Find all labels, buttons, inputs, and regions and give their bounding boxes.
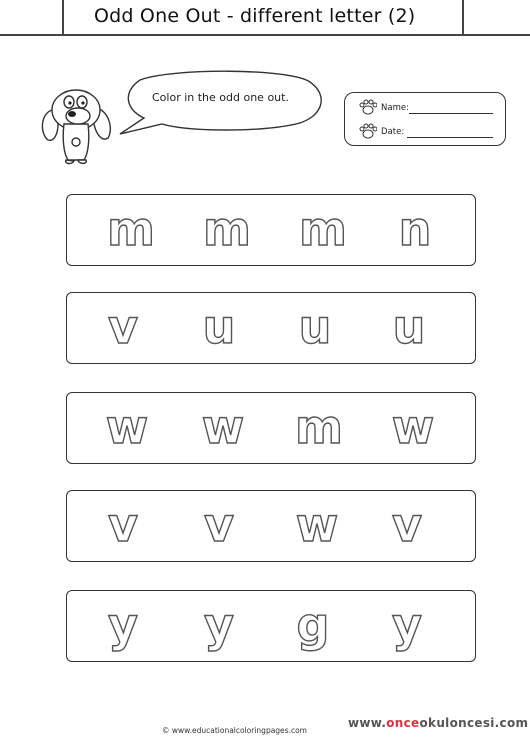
- letter-option[interactable]: v: [108, 300, 138, 354]
- page-title: Odd One Out - different letter (2): [94, 5, 416, 27]
- date-label: Date:: [381, 127, 405, 137]
- name-label: Name:: [381, 103, 409, 113]
- copyright-footer: © www.educationalcoloringpages.com: [162, 726, 307, 735]
- letter-option[interactable]: w: [201, 400, 245, 454]
- letter-option[interactable]: w: [391, 400, 435, 454]
- letter-option[interactable]: v: [204, 498, 234, 552]
- letter-option[interactable]: u: [298, 300, 332, 354]
- letter-option[interactable]: m: [295, 400, 343, 454]
- instruction-text: Color in the odd one out.: [152, 91, 289, 104]
- watermark: [348, 716, 528, 730]
- title-divider-left: [62, 0, 64, 34]
- letter-row: [66, 392, 476, 464]
- letter-row: [66, 292, 476, 364]
- watermark-prefix: www.: [348, 716, 387, 730]
- letter-option[interactable]: w: [105, 400, 149, 454]
- letter-option[interactable]: w: [295, 498, 339, 552]
- title-divider-right: [462, 0, 464, 34]
- watermark-brand: once: [386, 716, 420, 730]
- letter-option[interactable]: m: [299, 202, 347, 256]
- paw-print-icon: [359, 99, 377, 115]
- letter-option[interactable]: y: [108, 598, 138, 652]
- letter-row: [66, 590, 476, 662]
- letter-row: [66, 194, 476, 266]
- date-field-line[interactable]: [407, 137, 493, 138]
- name-field-line[interactable]: [409, 113, 493, 114]
- letter-option[interactable]: y: [204, 598, 234, 652]
- letter-option[interactable]: m: [107, 202, 155, 256]
- letter-option[interactable]: u: [392, 300, 426, 354]
- letter-option[interactable]: m: [203, 202, 251, 256]
- letter-option[interactable]: g: [296, 598, 330, 652]
- letter-option[interactable]: v: [392, 498, 422, 552]
- letter-row: [66, 490, 476, 562]
- title-bar: [0, 0, 530, 36]
- letter-option[interactable]: n: [398, 202, 432, 256]
- speech-bubble: [100, 70, 325, 145]
- letter-option[interactable]: y: [392, 598, 422, 652]
- letter-option[interactable]: u: [202, 300, 236, 354]
- name-date-box: [344, 92, 506, 146]
- letter-option[interactable]: v: [108, 498, 138, 552]
- watermark-suffix: okuloncesi.com: [419, 716, 529, 730]
- paw-print-icon: [359, 123, 377, 139]
